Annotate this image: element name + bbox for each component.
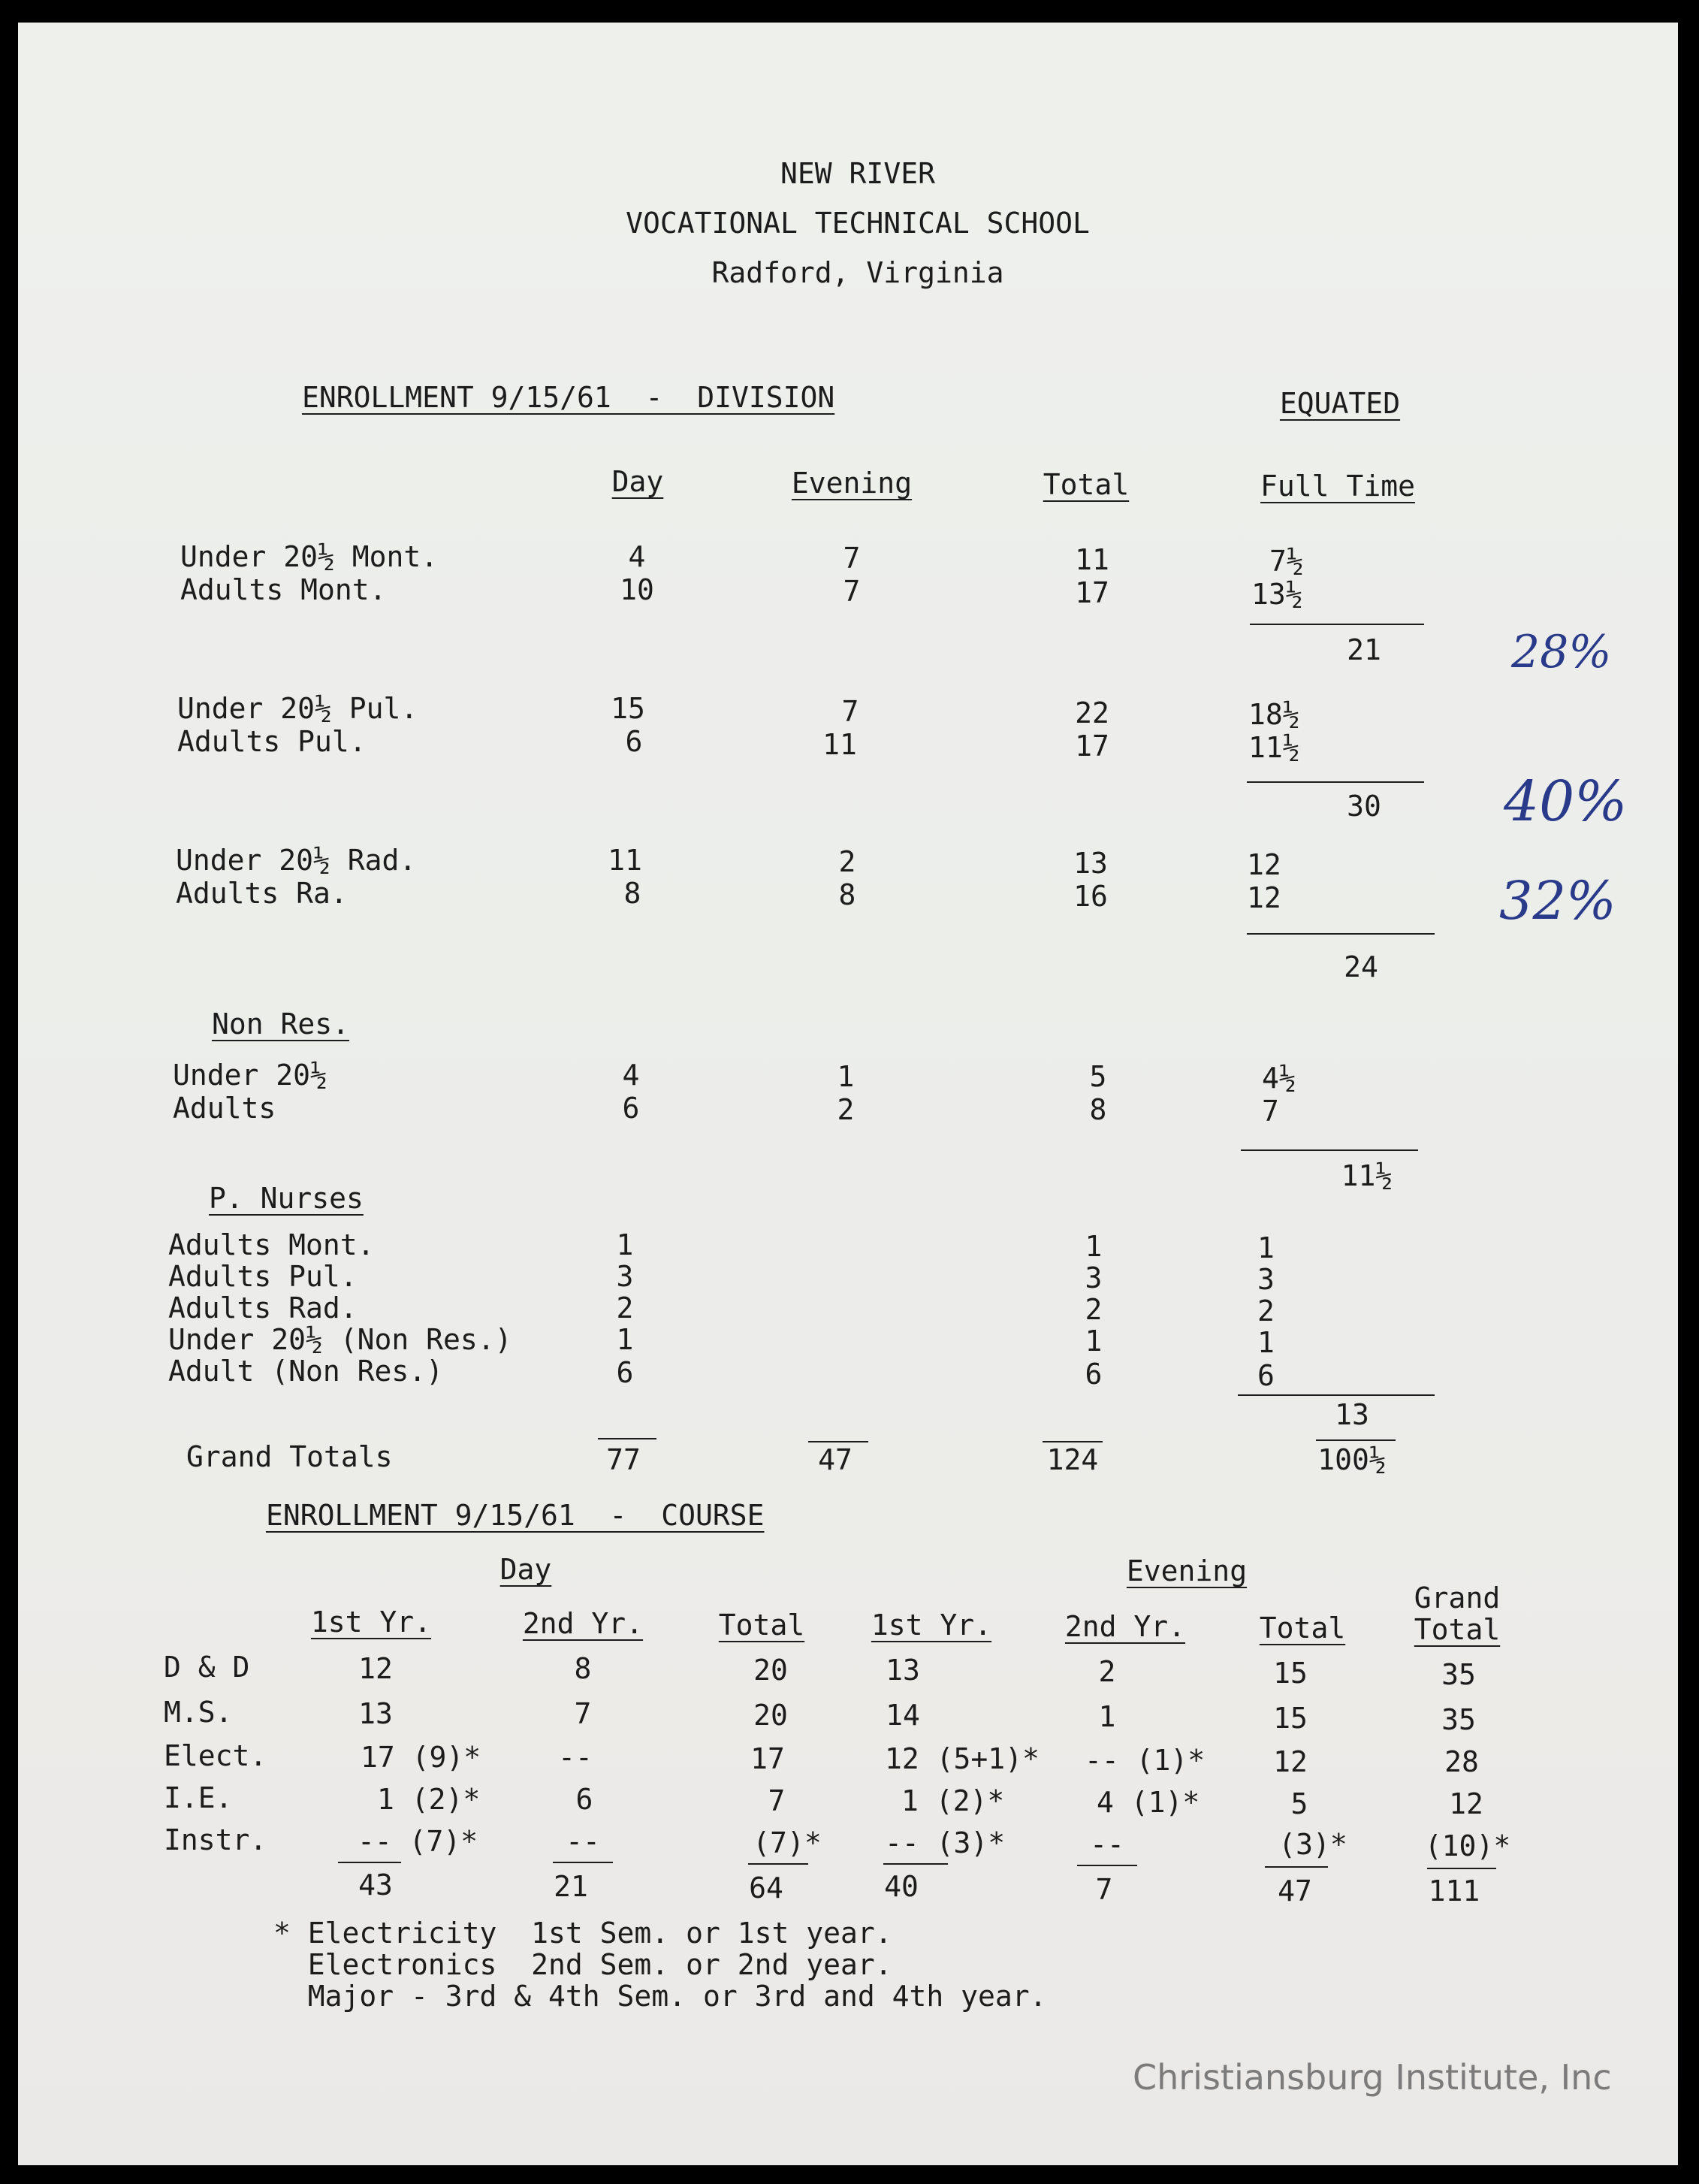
row-label: Adults Mont. [180,573,387,606]
cell-evening: 1 [837,1060,855,1093]
course-total: 43 [358,1868,393,1902]
cell-fulltime: 18½ [1248,698,1300,731]
cell-fulltime: 7½ [1269,545,1304,578]
course-cell: -- (3)* [885,1826,1006,1859]
course-cell: -- [566,1825,600,1858]
cell-day: 4 [628,540,646,573]
row-label: Under 20½ Mont. [180,540,439,573]
cell-fulltime: 13½ [1251,578,1303,611]
grand-rule [1316,1439,1396,1441]
cell-total: 17 [1075,730,1109,763]
cell-day: 6 [622,1092,640,1125]
course-cell: 17 [750,1742,785,1775]
course-cell: 15 [1273,1657,1308,1690]
cell-evening: 2 [838,845,856,878]
grand-rule [808,1441,868,1442]
course-cell: 20 [753,1654,788,1687]
cell-total: 8 [1089,1093,1107,1126]
row-label: Under 20½ (Non Res.) [168,1323,512,1356]
footnote: Electronics 2nd Sem. or 2nd year. [273,1948,892,1981]
course-header: Total [1259,1612,1346,1645]
course-cell: 35 [1441,1658,1476,1691]
grand-total: 124 [1046,1443,1099,1476]
subtotal: 11½ [1341,1159,1393,1192]
course-header: Total [1414,1613,1501,1646]
course-cell: (10)* [1424,1829,1511,1862]
col-total-header: Total [1043,468,1130,501]
cell-day: 6 [625,725,643,758]
cell-fulltime: 3 [1257,1263,1275,1296]
course-total-rule [1077,1865,1137,1866]
cell-day: 10 [620,573,654,606]
footnote: Major - 3rd & 4th Sem. or 3rd and 4th year. [273,1980,1047,2013]
course-cell: 8 [574,1652,592,1685]
course-cell: -- [558,1741,593,1774]
course-day-group: Day [499,1553,552,1586]
course-row-label: M.S. [164,1696,233,1729]
cell-evening: 11 [822,728,857,761]
course-cell: 12 (5+1)* [885,1742,1040,1775]
course-cell: 20 [753,1699,788,1732]
school-subtitle: VOCATIONAL TECHNICAL SCHOOL [626,207,1090,240]
course-header: 2nd Yr. [522,1607,644,1640]
course-cell: (3)* [1278,1828,1347,1861]
cell-total: 6 [1085,1358,1103,1391]
cell-evening: 7 [843,575,861,608]
course-row-label: Elect. [164,1739,267,1772]
cell-total: 16 [1073,880,1108,913]
course-cell: 1 (2)* [377,1783,481,1816]
school-name: NEW RIVER [780,157,935,190]
course-cell: 1 [1098,1700,1116,1733]
course-cell: 12 [1449,1787,1483,1820]
subtotal-rule [1241,1149,1418,1151]
subtotal-rule [1247,933,1435,935]
subtotal-rule [1250,624,1424,625]
course-total: 7 [1095,1873,1113,1906]
grand-fulltime: 100½ [1317,1443,1387,1476]
col-fulltime-header: Full Time [1260,470,1415,503]
course-cell: 5 [1290,1787,1308,1820]
course-header: 2nd Yr. [1064,1610,1186,1643]
course-cell: 28 [1444,1745,1479,1778]
course-row-label: I.E. [164,1781,233,1814]
subtotal: 21 [1347,633,1381,666]
cell-day: 1 [616,1323,634,1356]
division-title: ENROLLMENT 9/15/61 - DIVISION [302,381,835,414]
col-evening-header: Evening [791,467,913,500]
row-label: Adults Mont. [168,1228,375,1261]
course-cell: 6 [575,1783,593,1816]
cell-day: 8 [623,877,641,910]
cell-day: 3 [616,1260,634,1293]
row-label: Adults Ra. [176,877,348,910]
course-cell: (7)* [753,1826,822,1859]
cell-fulltime: 4½ [1262,1062,1296,1095]
cell-fulltime: 6 [1257,1359,1275,1392]
cell-total: 13 [1073,847,1108,880]
subtotal-rule [1238,1394,1435,1396]
course-row-label: Instr. [164,1823,267,1856]
cell-evening: 8 [838,878,856,911]
course-cell: -- (1)* [1085,1744,1206,1777]
course-cell: 13 [886,1654,920,1687]
course-total: 64 [749,1871,783,1905]
course-total: 111 [1428,1874,1480,1908]
row-label: Adult (Non Res.) [168,1355,444,1388]
course-total-rule [1427,1868,1496,1869]
row-label: Adults Pul. [177,725,367,758]
row-label: Adults Pul. [168,1260,358,1293]
course-total-rule [883,1863,948,1865]
grand-totals-label: Grand Totals [186,1440,393,1473]
cell-total: 1 [1085,1230,1103,1263]
cell-total: 5 [1089,1060,1107,1093]
course-evening-group: Evening [1126,1554,1248,1587]
cell-fulltime: 11½ [1248,731,1300,764]
course-total-rule [748,1863,808,1865]
subtotal: 24 [1344,950,1378,983]
row-label: Under 20½ [173,1059,327,1092]
course-header: 1st Yr. [310,1606,432,1639]
course-cell: 14 [886,1699,920,1732]
cell-fulltime: 12 [1247,881,1281,914]
footnote: * Electricity 1st Sem. or 1st year. [273,1917,892,1950]
cell-day: 2 [616,1291,634,1325]
course-cell: 2 [1098,1655,1116,1688]
cell-total: 2 [1085,1293,1103,1326]
row-label: Adults Rad. [168,1291,358,1325]
watermark-text: Christiansburg Institute, Inc [1133,2057,1612,2098]
course-total-rule [338,1862,401,1863]
course-cell: 12 [358,1652,393,1685]
course-cell: -- (7)* [358,1825,478,1858]
course-total-rule [1265,1866,1328,1868]
course-total: 21 [554,1870,588,1903]
course-cell: 4 (1)* [1097,1786,1200,1819]
cell-evening: 2 [837,1093,855,1126]
course-cell: 35 [1441,1703,1476,1736]
course-row-label: D & D [164,1651,250,1684]
grand-rule [598,1438,656,1439]
course-total: 40 [884,1870,919,1903]
row-label: Adults [173,1092,276,1125]
school-location: Radford, Virginia [711,256,1004,289]
grand-day: 77 [606,1443,641,1476]
cell-day: 11 [608,844,642,877]
handwritten-percent: 32% [1499,870,1616,932]
course-header: Total [718,1609,805,1642]
course-cell: 12 [1273,1745,1308,1778]
cell-total: 11 [1075,543,1109,576]
cell-fulltime: 7 [1262,1095,1279,1128]
cell-total: 3 [1085,1261,1103,1294]
grand-rule [1043,1441,1103,1442]
cell-fulltime: 12 [1247,848,1281,881]
course-cell: 1 (2)* [901,1784,1005,1817]
cell-evening: 7 [843,542,861,575]
cell-fulltime: 1 [1257,1326,1275,1359]
course-cell: 7 [768,1784,786,1817]
col-day-header: Day [611,465,664,498]
document-page [18,23,1678,2165]
cell-day: 6 [616,1356,634,1389]
nonres-heading: Non Res. [212,1007,350,1041]
cell-fulltime: 2 [1257,1294,1275,1328]
row-label: Under 20½ Pul. [177,692,418,725]
course-total: 47 [1278,1874,1312,1908]
cell-total: 1 [1085,1325,1103,1358]
course-title: ENROLLMENT 9/15/61 - COURSE [266,1499,765,1532]
nurses-heading: P. Nurses [209,1182,364,1215]
course-cell: 13 [358,1697,393,1730]
cell-day: 15 [611,692,645,725]
handwritten-percent: 28% [1511,626,1612,678]
grand-total-top: Grand [1414,1581,1501,1615]
cell-total: 22 [1075,696,1109,730]
subtotal: 13 [1335,1398,1369,1431]
course-cell: 17 (9)* [361,1741,481,1774]
course-cell: -- [1090,1828,1124,1861]
course-cell: 15 [1273,1702,1308,1735]
handwritten-percent: 40% [1504,769,1628,834]
equated-label: EQUATED [1279,387,1401,420]
course-cell: 7 [574,1697,592,1730]
grand-evening: 47 [818,1443,853,1476]
row-label: Under 20½ Rad. [176,844,417,877]
subtotal-rule [1247,781,1424,783]
cell-fulltime: 1 [1257,1231,1275,1264]
cell-day: 1 [616,1228,634,1261]
cell-evening: 7 [841,695,859,728]
cell-total: 17 [1075,576,1109,609]
subtotal: 30 [1347,790,1381,823]
cell-day: 4 [622,1059,640,1092]
course-total-rule [553,1862,613,1863]
course-header: 1st Yr. [871,1609,992,1642]
